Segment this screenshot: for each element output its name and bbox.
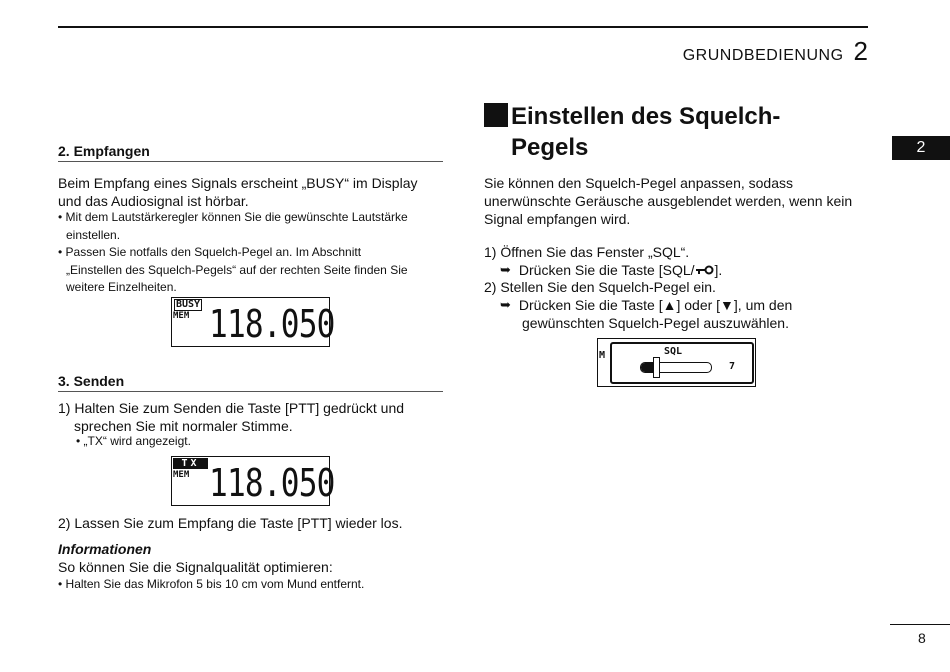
sql-label: SQL bbox=[664, 346, 683, 357]
section-rule bbox=[58, 161, 443, 162]
page-number: 8 bbox=[918, 630, 926, 646]
chapter-title: GRUNDBEDIENUNG bbox=[682, 47, 844, 64]
bullet-volume-cont: einstellen. bbox=[66, 228, 121, 242]
instruction-text: Drücken Sie die Taste [▲] oder [▼], um den bbox=[518, 297, 793, 313]
key-icon bbox=[696, 265, 714, 275]
chapter-side-tab[interactable]: 2 bbox=[892, 136, 950, 160]
mem-indicator: MEM bbox=[173, 470, 190, 480]
sql-slider-track bbox=[640, 362, 712, 373]
step-line: 1) Öffnen Sie das Fenster „SQL“. bbox=[484, 244, 690, 260]
page-header bbox=[683, 36, 868, 67]
header-rule bbox=[58, 26, 868, 28]
arrow-right-icon: ➥ bbox=[500, 262, 511, 277]
frequency-readout: 118.050 bbox=[209, 302, 335, 346]
instruction-text-end: ]. bbox=[714, 262, 723, 278]
step-line: 2) Lassen Sie zum Empfang die Taste [PTT] wieder los. bbox=[58, 515, 403, 531]
bullet-squelch: • Passen Sie notfalls den Squelch-Pegel an. Im Abschnitt bbox=[58, 245, 362, 259]
frequency-readout: 118.050 bbox=[209, 461, 335, 505]
bullet-volume: • Mit dem Lautstärkeregler können Sie die gewünschte Lautstärke bbox=[58, 210, 408, 224]
busy-indicator: BUSY bbox=[176, 299, 201, 310]
lcd-display-busy bbox=[171, 297, 335, 347]
paragraph-line: Beim Empfang eines Signals erscheint „BUSY“ im Display bbox=[58, 175, 418, 191]
chapter-number: 2 bbox=[853, 36, 868, 66]
intro-line: Sie können den Squelch-Pegel anpassen, sodass bbox=[484, 175, 793, 191]
sql-level-value: 7 bbox=[729, 361, 736, 372]
section-title-transmit: 3. Senden bbox=[58, 373, 125, 389]
step-instruction bbox=[500, 261, 722, 279]
arrow-right-icon: ➥ bbox=[500, 297, 511, 312]
bullet-squelch-cont: „Einstellen des Squelch-Pegels“ auf der rechten Seite finden Sie bbox=[66, 263, 408, 277]
step-line: sprechen Sie mit normaler Stimme. bbox=[74, 418, 293, 434]
paragraph-line: und das Audiosignal ist hörbar. bbox=[58, 193, 249, 209]
mem-indicator: MEM bbox=[173, 311, 190, 321]
instruction-text-cont: gewünschten Squelch-Pegel auszuwählen. bbox=[522, 315, 789, 331]
section-rule bbox=[58, 391, 443, 392]
info-bullet: • Halten Sie das Mikrofon 5 bis 10 cm vom Mund entfernt. bbox=[58, 577, 365, 591]
section-heading-line: Einstellen des Squelch- bbox=[511, 103, 781, 130]
intro-line: Signal empfangen wird. bbox=[484, 211, 631, 227]
intro-line: unerwünschte Geräusche ausgeblendet werden, wenn kein bbox=[484, 193, 853, 209]
lcd-display-sql bbox=[597, 338, 756, 387]
bullet-squelch-cont: weitere Einzelheiten. bbox=[66, 280, 177, 294]
lcd-display-tx bbox=[171, 456, 335, 506]
step-line: 2) Stellen Sie den Squelch-Pegel ein. bbox=[484, 279, 716, 295]
section-square-icon bbox=[484, 103, 508, 127]
instruction-text: Drücken Sie die Taste [SQL/ bbox=[518, 262, 695, 278]
section-heading-line: Pegels bbox=[511, 134, 589, 161]
bullet-tx: • „TX“ wird angezeigt. bbox=[76, 434, 191, 448]
tx-indicator: TX bbox=[173, 458, 208, 469]
step-line: 1) Halten Sie zum Senden die Taste [PTT] gedrückt und bbox=[58, 400, 405, 416]
section-title-receive: 2. Empfangen bbox=[58, 143, 150, 159]
info-text: So können Sie die Signalqualität optimieren: bbox=[58, 559, 333, 575]
step-instruction bbox=[500, 296, 792, 314]
info-title: Informationen bbox=[58, 541, 152, 557]
mem-indicator: M bbox=[599, 350, 606, 361]
sql-slider-knob bbox=[653, 357, 660, 378]
footer-rule bbox=[890, 624, 950, 625]
